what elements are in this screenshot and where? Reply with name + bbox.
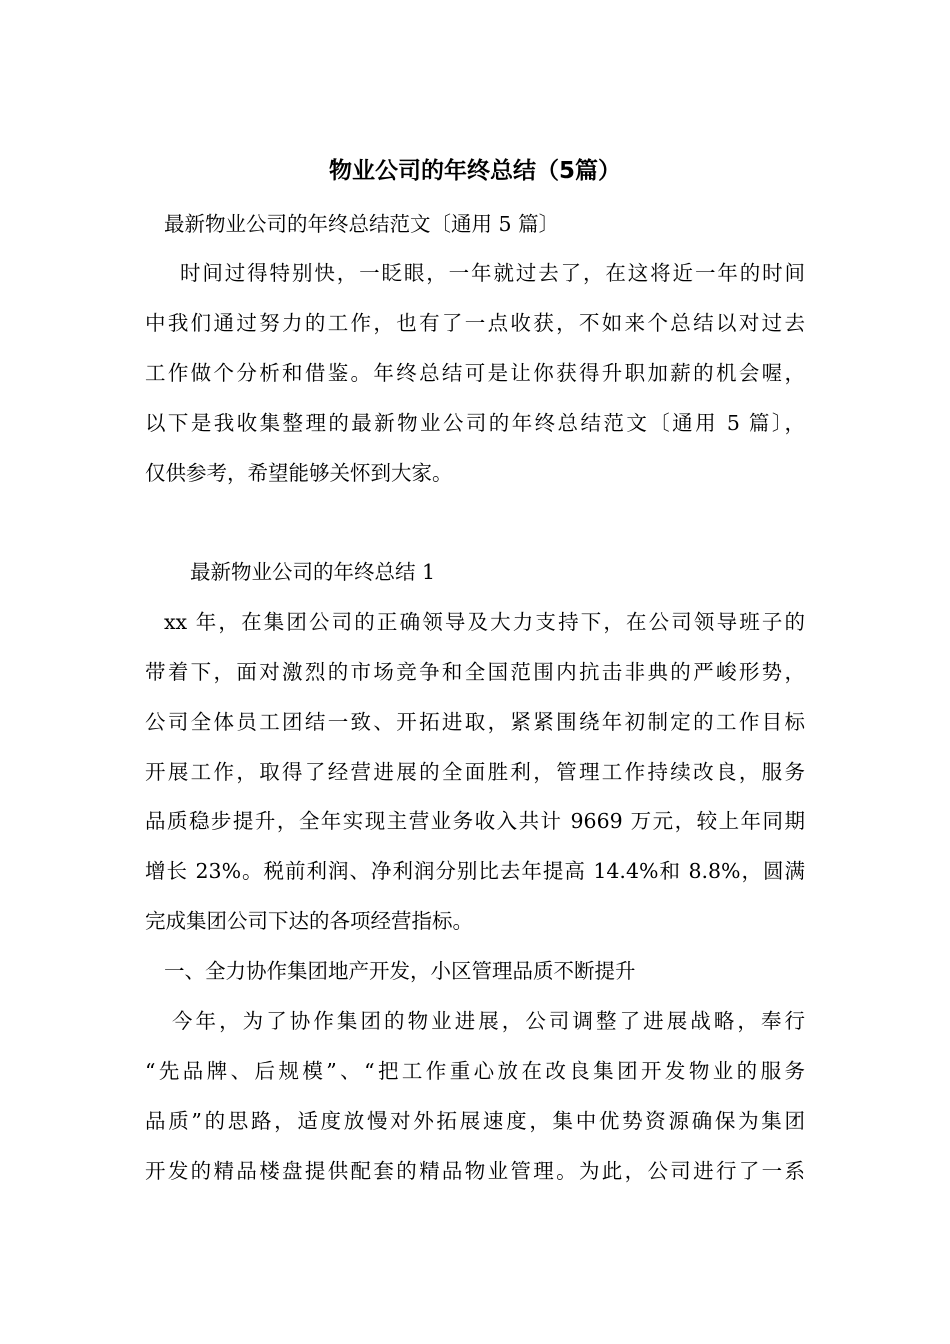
body-line-3: 公司全体员工团结一致、开拓进取，紧紧围绕年初制定的工作目标	[145, 710, 805, 734]
point-line-4: 开发的精品楼盘提供配套的精品物业管理。为此，公司进行了一系	[145, 1159, 805, 1183]
body-line-1: xx 年，在集团公司的正确领导及大力支持下，在公司领导班子的	[164, 610, 805, 634]
body-line-2: 带着下，面对激烈的市场竞争和全国范围内抗击非典的严峻形势，	[145, 660, 805, 684]
intro-line-3: 工作做个分析和借鉴。年终总结可是让你获得升职加薪的机会喔，	[145, 361, 805, 385]
body-line-7: 完成集团公司下达的各项经营指标。	[145, 909, 473, 933]
point-line-3: 品质”的思路，适度放慢对外拓展速度，集中优势资源确保为集团	[145, 1109, 805, 1133]
point-line-2: “先品牌、后规模”、“把工作重心放在改良集团开发物业的服务	[145, 1059, 805, 1083]
point-line-1: 今年，为了协作集团的物业进展，公司调整了进展战略，奉行	[172, 1009, 805, 1033]
point-heading: 一、全力协作集团地产开发，小区管理品质不断提升	[164, 959, 636, 983]
intro-line-1: 时间过得特别快，一眨眼，一年就过去了，在这将近一年的时间	[180, 261, 805, 285]
document-title: 物业公司的年终总结（5篇）	[328, 158, 621, 184]
body-line-5: 品质稳步提升，全年实现主营业务收入共计 9669 万元，较上年同期	[145, 809, 805, 833]
section-heading: 最新物业公司的年终总结 1	[190, 560, 436, 584]
body-line-6: 增长 23%。税前利润、净利润分别比去年提高 14.4%和 8.8%，圆满	[145, 859, 805, 883]
intro-line-5: 仅供参考，希望能够关怀到大家。	[145, 461, 453, 485]
body-line-4: 开展工作，取得了经营进展的全面胜利，管理工作持续改良，服务	[145, 760, 805, 784]
intro-line-2: 中我们通过努力的工作，也有了一点收获，不如来个总结以对过去	[145, 311, 805, 335]
document-subtitle: 最新物业公司的年终总结范文〔通用 5 篇〕	[164, 212, 560, 236]
intro-line-4: 以下是我收集整理的最新物业公司的年终总结范文〔通用 5 篇〕，	[145, 411, 805, 435]
